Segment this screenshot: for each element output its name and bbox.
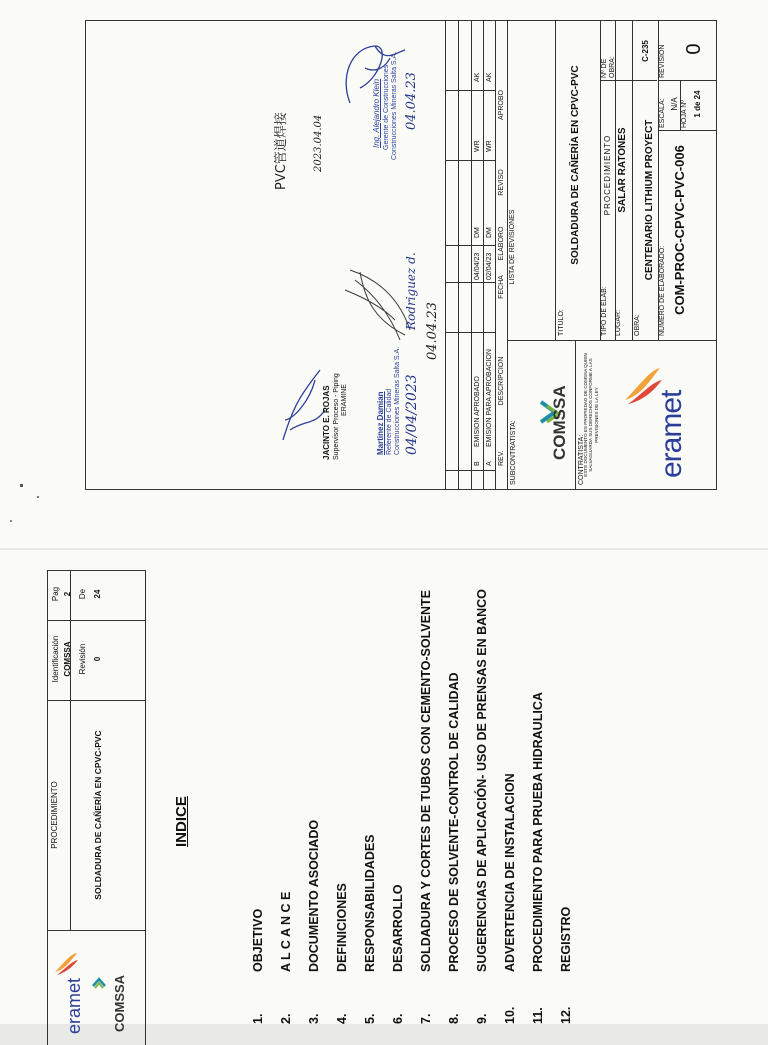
de-label: De — [78, 588, 87, 600]
escala-label: ESCALA: — [659, 98, 666, 128]
property-note: ESTE DOCUMENTO ES PROPIEDAD DE COMSSA QUIEN SALVAGUARDA SUS DERECHOS CONFORME A LAS PREVISIONES DE LA LEY — [583, 353, 599, 477]
signature-1-role: Supervisor Proceso - Piping — [333, 373, 340, 460]
tipo-value: PROCEDIMIENTO — [603, 134, 612, 216]
rev-label: Revisión — [78, 643, 87, 675]
escala-value: N/A — [670, 97, 679, 111]
signature-2-role: Referente de Calidad — [386, 388, 393, 455]
rev-b-desc: EMISION APROBADO — [474, 376, 481, 447]
n-obra-label: Nº DE OBRA: — [601, 56, 616, 78]
numero-value: COM-PROC-CPVC-PVC-006 — [672, 145, 687, 315]
signature-3-date: 04.04.23 — [404, 72, 419, 130]
rev-value: 0 — [93, 656, 102, 662]
rev-b-reviso: WR — [474, 140, 481, 152]
rev-header-desc: DESCRIPCION — [498, 356, 505, 406]
revision-value: 0 — [683, 43, 705, 55]
doc-title: SOLDADURA DE CAÑERÍA EN CPVC-PVC — [93, 730, 103, 900]
de-value: 24 — [93, 589, 102, 599]
rev-a-id: A — [486, 461, 493, 466]
signature-1-name: JACINTO E. ROJAS — [322, 385, 331, 460]
rev-b-aprobo: AK — [474, 72, 481, 82]
hoja-value: 1 de 24 — [693, 90, 702, 118]
comssa-wordmark-header: COMSSA — [112, 974, 127, 1032]
comssa-wordmark-cover: COMSSA — [550, 385, 569, 460]
rev-header-elaboro: ELABORO — [498, 226, 505, 261]
rev-header-reviso: REVISO — [498, 169, 505, 196]
obra-label: OBRA: — [634, 314, 641, 336]
rev-a-desc: EMISION PARA APROBACION — [486, 349, 493, 447]
signature-2-date: 04/04/2023 — [404, 374, 420, 455]
n-obra-value: C-235 — [641, 40, 650, 62]
eramet-wordmark-cover: eramet — [655, 390, 688, 478]
signature-2-company: Construcciones Mineras Salta S.A. — [394, 346, 401, 455]
chinese-date: 2023.04.04 — [313, 114, 324, 172]
signature-3-name: Ing. Alejandro Klein — [372, 78, 381, 148]
chinese-note: PVC管道焊接 — [274, 112, 289, 190]
contratista-label: CONTRATISTA: — [578, 434, 585, 485]
comssa-logo-header — [90, 968, 108, 990]
titulo-value: SOLDADURA DE CAÑERÍA EN CPVC-PVC — [570, 65, 581, 265]
signature-3-company: Construcciones Mineras Salta S.A. — [391, 51, 398, 160]
tipo-label: TIPO DE ELAB: — [601, 286, 608, 336]
pag-value: 2 — [63, 591, 72, 597]
obra-value: CENTENARIO LITHIUM PROYECT — [644, 119, 655, 281]
numero-label: NUMERO DE ELABORADO: — [659, 245, 666, 336]
titulo-label: TITULO: — [558, 309, 565, 336]
signature-2-name: Martinez Damian — [376, 391, 385, 455]
indice-title: INDICE — [173, 796, 190, 847]
rev-a-aprobo: AK — [486, 72, 493, 82]
rev-header-rev: REV. — [498, 450, 505, 466]
rev-b-elaboro: DM — [474, 227, 481, 238]
pag-label: Pag — [51, 586, 60, 602]
rev-a-fecha: 02/04/23 — [486, 252, 493, 280]
rev-header-fecha: FECHA — [498, 275, 505, 299]
rev-a-reviso: WR — [486, 140, 493, 152]
lugar-value: SALAR RATONES — [617, 127, 628, 213]
hoja-label: HOJA Nº — [681, 100, 688, 128]
rev-caption: LISTA DE REVISIONES — [509, 209, 516, 285]
rev-header-aprobo: APROBO — [498, 90, 505, 120]
signature-1-company: ERAMINE — [341, 384, 348, 416]
rev-b-fecha: 04/04/23 — [474, 252, 481, 280]
rev-b-id: B — [474, 461, 481, 466]
revision-label: REVISION — [659, 44, 666, 78]
subcontratista-label: SUBCONTRATISTA: — [510, 420, 517, 485]
lugar-label: LUGAR: — [615, 309, 622, 336]
rev-a-elaboro: DM — [486, 227, 493, 238]
rodriguez-text: Rodriguez d. — [404, 252, 418, 330]
rodriguez-date: 04.04.23 — [425, 302, 440, 360]
ident-value: COMSSA — [63, 641, 72, 677]
index-page: eramet COMSSA PROCEDIMIENTO SOLDADURA DE CAÑERÍA EN CPVC-PVC Identificación COMSSA Revisión 0 Pag 2 De 24 INDICE 1. OBJETIVO 2. A L C A N C E 3. DOCUMENTO ASOCIADO 4. DEFINICIONES 5. RESPONSABILIDADES 6. DESARROLLO 7. SOLDADURA Y CORTES DE TUBOS CON CEMENTO-SOLVENTE 8. PROCESO DE SOLVENTE-CONTROL DE CALIDAD 9. SUGERENCIAS DE APLICACIÓN- USO DE PRENSAS EN BANCO 10. ADVERTENCIA DE INSTALACION 11. PROCEDIMIENTO PARA PRUEBA HIDRAULICA 12. REGISTRO — [0, 550, 768, 1024]
procedimiento-label: PROCEDIMIENTO — [50, 781, 59, 849]
eramet-wordmark-header: eramet — [64, 977, 84, 1034]
signature-3-role: Gerente de Construcciones — [383, 64, 390, 150]
ident-label: Identificación — [51, 635, 60, 683]
